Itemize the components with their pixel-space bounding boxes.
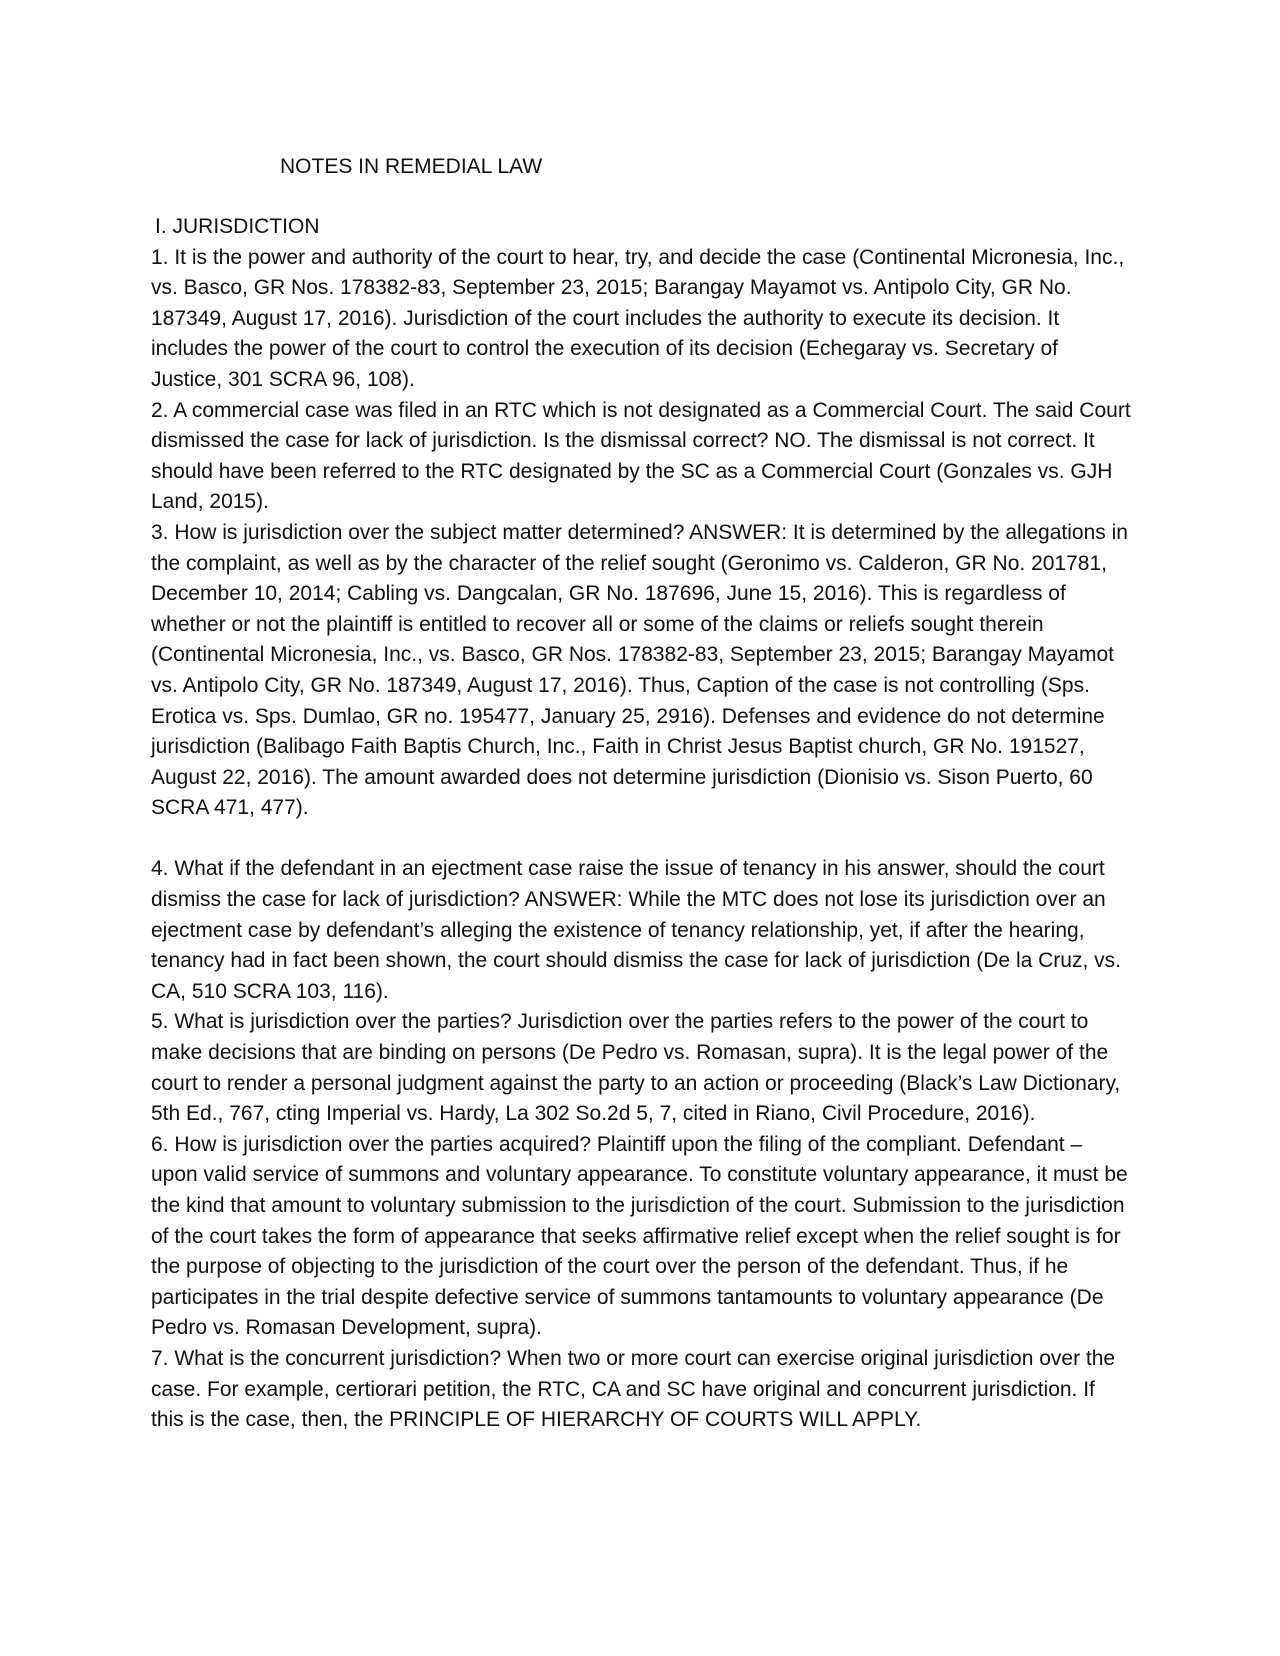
document-title: NOTES IN REMEDIAL LAW bbox=[280, 155, 543, 178]
paragraph-spacer bbox=[151, 824, 1131, 855]
paragraph-1: 1. It is the power and authority of the court to hear, try, and decide the case (Continental Micronesia, Inc., vs. Basco, GR Nos. 178382-83, September 23, 2015; Barangay Mayamot vs. Antipolo City, GR No. 187349, August 17, 2016). Jurisdiction of the court includes the authority to execute its decision. It includes the power of the court to control the execution of its decision (Echegaray vs. Secretary of Justice, 301 SCRA 96, 108). bbox=[151, 245, 1125, 391]
paragraph-6: 6. How is jurisdiction over the parties acquired? Plaintiff upon the filing of the compliant. Defendant – upon valid service of summons and voluntary appearance. To constitute voluntary appearance, it must be the kind that amount to voluntary submission to the jurisdiction of the court. Submission to the jurisdiction of the court takes the form of appearance that seeks affirmative relief except when the relief sought is for the purpose of objecting to the jurisdiction of the court over the person of the defendant. Thus, if he participates in the trial despite defective service of summons tantamounts to voluntary appearance (De Pedro vs. Romasan Development, supra). bbox=[151, 1132, 1128, 1340]
section-heading: I. JURISDICTION bbox=[155, 215, 320, 238]
paragraph-4: 4. What if the defendant in an ejectment case raise the issue of tenancy in his answer, should the court dismiss the case for lack of jurisdiction? ANSWER: While the MTC does not lose its jurisdiction over an ejectment case by defendant’s alleging the existence of tenancy relationship, yet, if after the hearing, tenancy had in fact been shown, the court should dismiss the case for lack of jurisdiction (De la Cruz, vs. CA, 510 SCRA 103, 116). bbox=[151, 857, 1121, 1003]
document-body bbox=[151, 212, 1131, 1436]
paragraph-3: 3. How is jurisdiction over the subject matter determined? ANSWER: It is determined by the allegations in the complaint, as well as by the character of the relief sought (Geronimo vs. Calderon, GR No. 201781, December 10, 2014; Cabling vs. Dangcalan, GR No. 187696, June 15, 2016). This is regardless of whether or not the plaintiff is entitled to recover all or some of the claims or reliefs sought therein (Continental Micronesia, Inc., vs. Basco, GR Nos. 178382-83, September 23, 2015; Barangay Mayamot vs. Antipolo City, GR No. 187349, August 17, 2016). Thus, Caption of the case is not controlling (Sps. Erotica vs. Sps. Dumlao, GR no. 195477, January 25, 2916). Defenses and evidence do not determine jurisdiction (Balibago Faith Baptis Church, Inc., Faith in Christ Jesus Baptist church, GR No. 191527, August 22, 2016). The amount awarded does not determine jurisdiction (Dionisio vs. Sison Puerto, 60 SCRA 471, 477). bbox=[151, 520, 1128, 820]
paragraph-5: 5. What is jurisdiction over the parties? Jurisdiction over the parties refers to the power of the court to make decisions that are binding on persons (De Pedro vs. Romasan, supra). It is the legal power of the court to render a personal judgment against the party to an action or proceeding (Black’s Law Dictionary, 5th Ed., 767, cting Imperial vs. Hardy, La 302 So.2d 5, 7, cited in Riano, Civil Procedure, 2016). bbox=[151, 1010, 1121, 1126]
paragraph-7: 7. What is the concurrent jurisdiction? When two or more court can exercise original jurisdiction over the case. For example, certiorari petition, the RTC, CA and SC have original and concurrent jurisdiction. If this is the case, then, the PRINCIPLE OF HIERARCHY OF COURTS WILL APPLY. bbox=[151, 1346, 1116, 1432]
paragraph-2: 2. A commercial case was filed in an RTC which is not designated as a Commercial Court. The said Court dismissed the case for lack of jurisdiction. Is the dismissal correct? NO. The dismissal is not correct. It should have been referred to the RTC designated by the SC as a Commercial Court (Gonzales vs. GJH Land, 2015). bbox=[151, 398, 1131, 514]
